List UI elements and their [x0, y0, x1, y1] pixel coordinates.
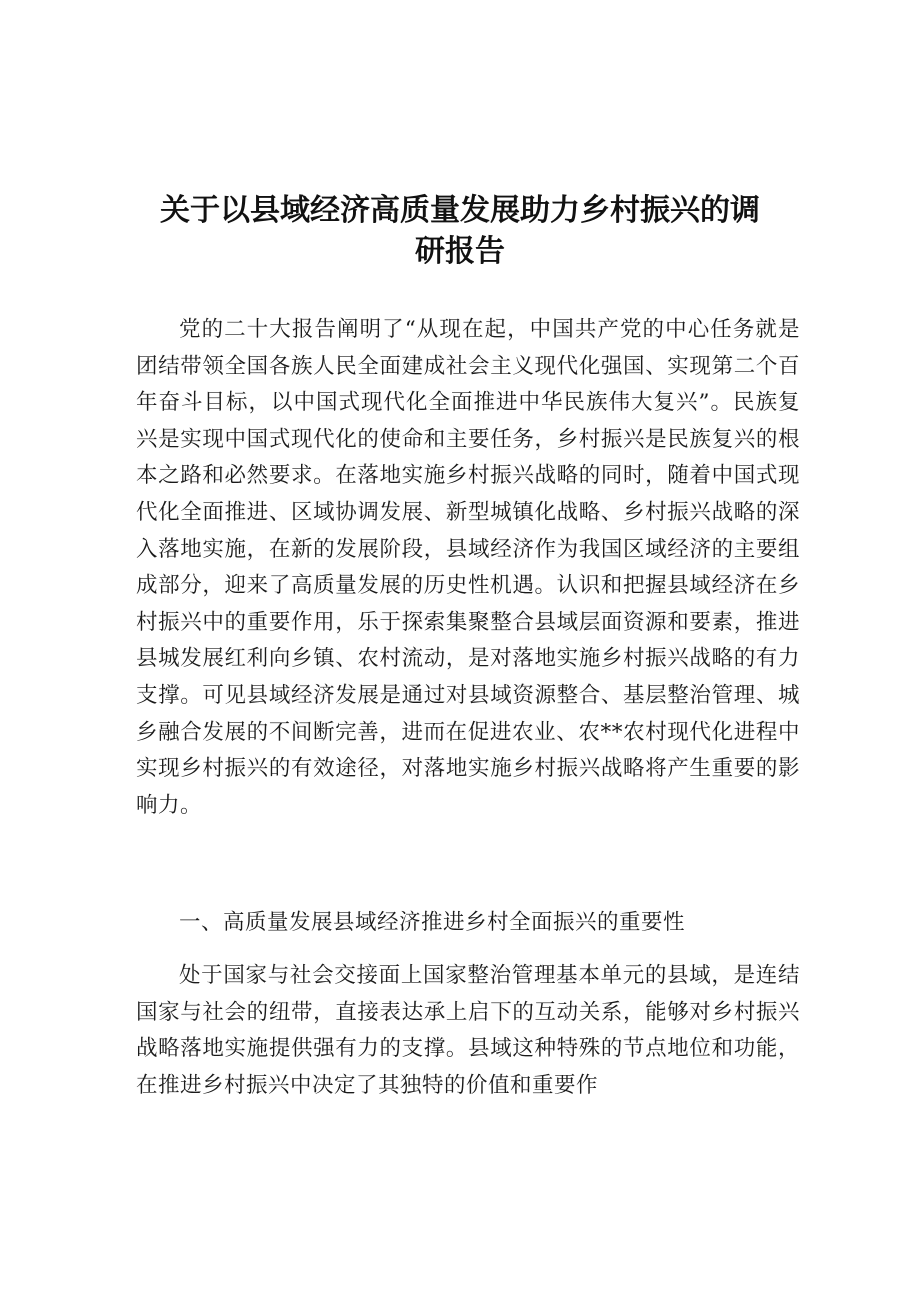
document-title: 关于以县域经济高质量发展助力乡村振兴的调研报告 [160, 193, 760, 269]
intro-paragraph: 党的二十大报告阐明了“从现在起，中国共产党的中心任务就是团结带领全国各族人民全面建成社会主义现代化强国、实现第二个百年奋斗目标，以中国式现代化全面推进中华民族伟大复兴”。民族复兴是实现中国式现代化的使命和主要任务，乡村振兴是民族复兴的根本之路和必然要求。在落地实施乡村振兴战略的同时，随着中国式现代化全面推进、区域协调发展、新型城镇化战略、乡村振兴战略的深入落地实施，在新的发展阶段，县域经济作为我国区域经济的主要组成部分，迎来了高质量发展的历史性机遇。认识和把握县域经济在乡村振兴中的重要作用，乐于探索集聚整合县域层面资源和要素，推进县城发展红利向乡镇、农村流动，是对落地实施乡村振兴战略的有力支撑。可见县域经济发展是通过对县域资源整合、基层整治管理、城乡融合发展的不间断完善，进而在促进农业、农**农村现代化进程中实现乡村振兴的有效途径，对落地实施乡村振兴战略将产生重要的影响力。 [136, 317, 800, 818]
section-paragraph: 处于国家与社会交接面上国家整治管理基本单元的县域，是连结国家与社会的纽带，直接表达承上启下的互动关系，能够对乡村振兴战略落地实施提供强有力的支撑。县域这种特殊的节点地位和功能，在推进乡村振兴中决定了其独特的价值和重要作 [136, 963, 800, 1098]
section-heading: 一、高质量发展县域经济推进乡村全面振兴的重要性 [179, 910, 686, 935]
